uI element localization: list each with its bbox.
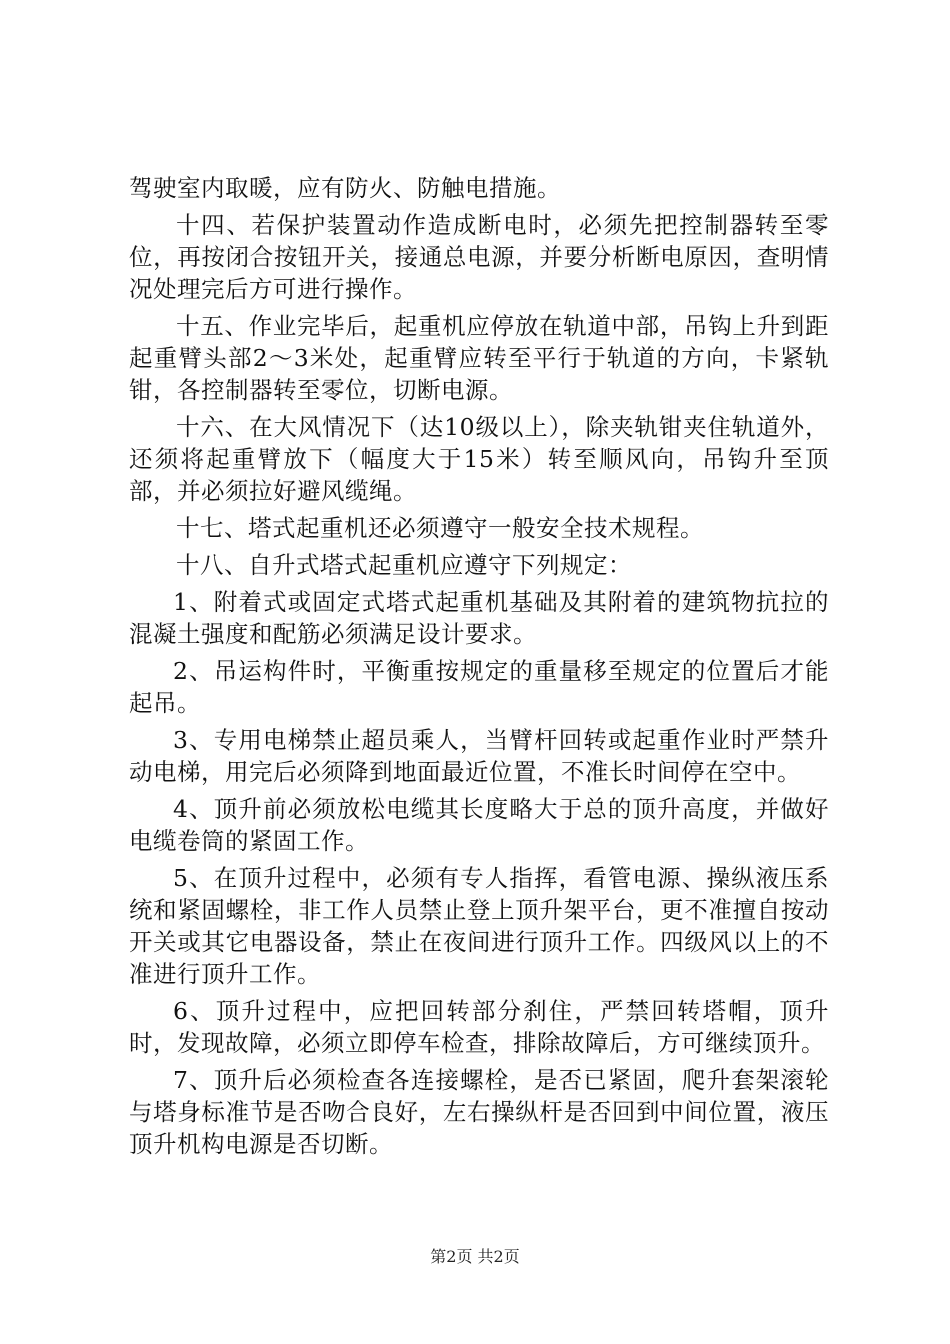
paragraph: 驾驶室内取暖，应有防火、防触电措施。: [129, 174, 561, 202]
paragraph: 十六、在大风情况下（达10级以上），除夹轨钳夹住轨道外，还须将起重臂放下（幅度大于15米）转至顺风向，吊钩升至顶部，并必须拉好避风缆绳。: [129, 413, 829, 505]
paragraph: 4、顶升前必须放松电缆其长度略大于总的顶升高度，并做好电缆卷筒的紧固工作。: [129, 795, 829, 855]
page-number-footer: 第2页 共2页: [430, 1247, 520, 1266]
paragraph: 7、顶升后必须检查各连接螺栓，是否已紧固，爬升套架滚轮与塔身标准节是否吻合良好，左右操纵杆是否回到中间位置，液压顶升机构电源是否切断。: [129, 1066, 829, 1158]
paragraph: 1、附着式或固定式塔式起重机基础及其附着的建筑物抗拉的混凝土强度和配筋必须满足设计要求。: [129, 588, 829, 648]
paragraph: 十四、若保护装置动作造成断电时，必须先把控制器转至零位，再按闭合按钮开关，接通总电源，并要分析断电原因，查明情况处理完后方可进行操作。: [129, 211, 829, 303]
paragraph: 3、专用电梯禁止超员乘人，当臂杆回转或起重作业时严禁升动电梯，用完后必须降到地面最近位置，不准长时间停在空中。: [129, 726, 829, 786]
paragraph: 2、吊运构件时，平衡重按规定的重量移至规定的位置后才能起吊。: [129, 657, 829, 717]
paragraph: 十五、作业完毕后，起重机应停放在轨道中部，吊钩上升到距起重臂头部2～3米处，起重臂应转至平行于轨道的方向，卡紧轨钳，各控制器转至零位，切断电源。: [129, 312, 829, 404]
document-body: [129, 172, 829, 1165]
paragraph: 6、顶升过程中，应把回转部分刹住，严禁回转塔帽，顶升时，发现故障，必须立即停车检查，排除故障后，方可继续顶升。: [129, 997, 829, 1057]
paragraph: 十七、塔式起重机还必须遵守一般安全技术规程。: [176, 514, 704, 542]
paragraph: 十八、自升式塔式起重机应遵守下列规定：: [176, 551, 632, 579]
paragraph: 5、在顶升过程中，必须有专人指挥，看管电源、操纵液压系统和紧固螺栓，非工作人员禁止登上顶升架平台，更不准擅自按动开关或其它电器设备，禁止在夜间进行顶升工作。四级风以上的不准进行顶升工作。: [129, 864, 829, 988]
